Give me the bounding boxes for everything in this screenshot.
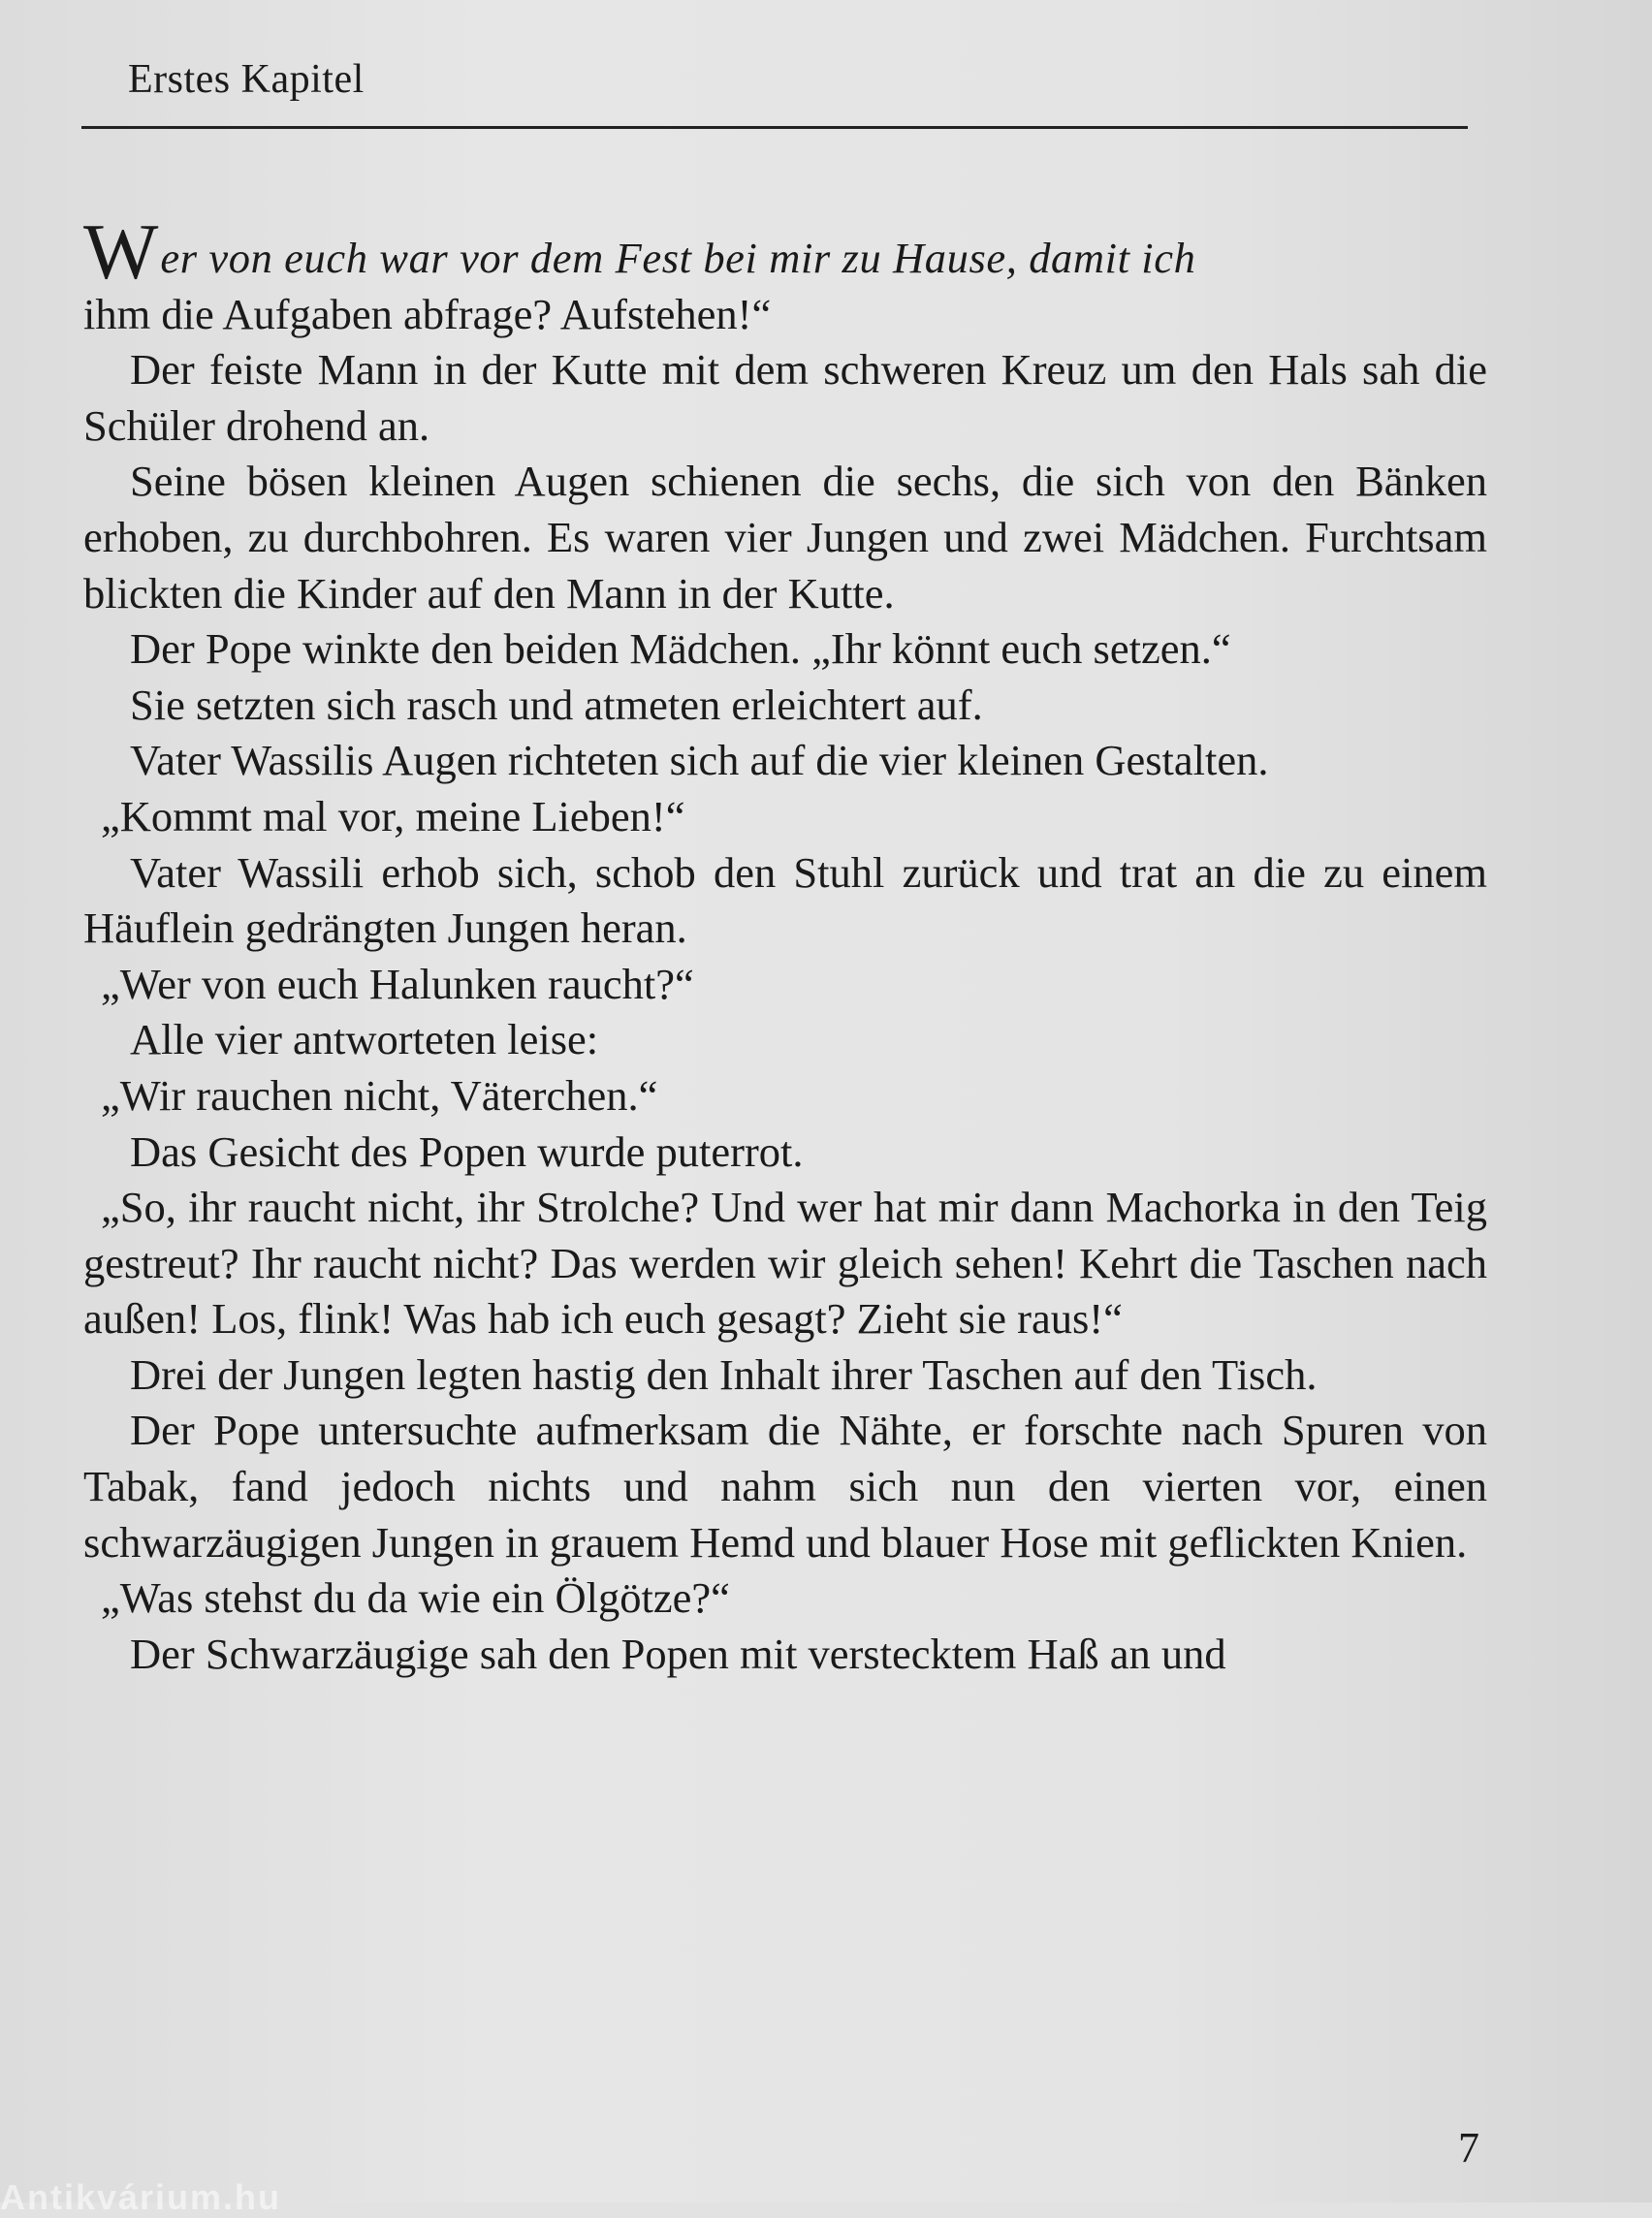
chapter-text [83,207,1487,1682]
paragraph: Der feiste Mann in der Kutte mit dem schweren Kreuz um den Hals sah die Schüler drohend an. [83,345,1487,450]
paragraph: Der Pope untersuchte aufmerksam die Nähte, er forschte nach Spuren von Tabak, fand jedoch nichts und nahm sich nun den vierten vor, einen schwarzäugigen Jungen in grauem Hemd und blauer Hose mit geflickten Knien. [83,1406,1487,1567]
paragraph: Das Gesicht des Popen wurde puterrot. [130,1126,804,1176]
paragraph: Drei der Jungen legten hastig den Inhalt ihrer Taschen auf den Tisch. [130,1349,1318,1399]
paragraph: Sie setzten sich rasch und atmeten erleichtert auf. [130,680,983,729]
paragraph: Vater Wassilis Augen richteten sich auf die vier kleinen Gestalten. [130,736,1269,785]
opening-line [83,207,1487,296]
page-number: 7 [1458,2124,1479,2171]
paragraph: „Kommt mal vor, meine Lieben!“ [101,791,685,840]
paragraph: Seine bösen kleinen Augen schienen die sechs, die sich von den Bänken erhoben, zu durchbohren. Es waren vier Jungen und zwei Mädchen. Furchtsam blickten die Kinder auf den Mann in der Kutte. [83,457,1487,618]
paragraph: „So, ihr raucht nicht, ihr Strolche? Und wer hat mir dann Machorka in den Teig gestreut? Ihr raucht nicht? Das werden wir gleich sehen! Kehrt die Taschen nach außen! Los, flink! Was hab ich euch gesagt? Zieht sie raus!“ [83,1183,1487,1344]
paragraph: „Wer von euch Halunken raucht?“ [101,959,694,1008]
running-head: Erstes Kapitel [128,57,365,102]
paragraph: „Wir rauchen nicht, Väterchen.“ [101,1070,658,1120]
opening-italic-text: er von euch war vor dem Fest bei mir zu Hause, damit ich [160,234,1196,282]
paragraph: ihm die Aufgaben abfrage? Aufstehen!“ [83,289,772,338]
watermark: Antikvárium.hu [0,2177,282,2217]
paragraph: Vater Wassili erhob sich, schob den Stuhl zurück und trat an die zu einem Häuflein gedrängten Jungen heran. [83,847,1487,953]
header-rule [81,126,1468,129]
paragraph: Der Pope winkte den beiden Mädchen. „Ihr könnt euch setzen.“ [130,624,1231,674]
drop-cap-initial: W [83,207,159,296]
paragraph: Der Schwarzäugige sah den Popen mit verstecktem Haß an und [130,1629,1226,1678]
paragraph: „Was stehst du da wie ein Ölgötze?“ [101,1573,730,1623]
paragraph: Alle vier antworteten leise: [130,1015,599,1064]
